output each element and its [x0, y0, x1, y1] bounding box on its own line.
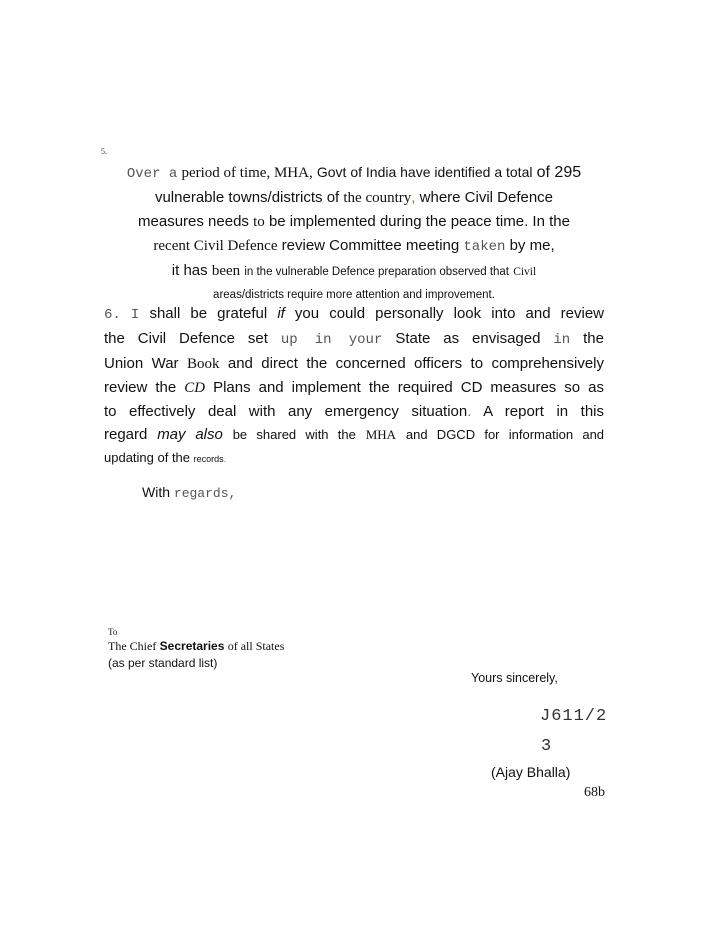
signature-code-line-1: J611/2 [540, 707, 608, 726]
para6-line-2: the Civil Defence set up in your State as envisaged in the [104, 330, 604, 348]
paragraph-5 [104, 161, 604, 307]
para5-line-2: vulnerable towns/districts of the country, where Civil Defence [154, 189, 554, 206]
para6-line-4: review the CD Plans and implement the required CD measures so as [104, 379, 604, 396]
para6-line-3: Union War Book and direct the concerned officers to comprehensively [104, 355, 604, 372]
para5-line-1: Over a period of time, MHA, Govt of India have identified a total of 295 [126, 164, 582, 182]
recipient-line-1: The Chief Secretaries of all States [108, 639, 285, 653]
paragraph-number-5: 5. [101, 147, 107, 156]
para6-line-1: 6. I shall be grateful if you could personally look into and review [104, 305, 605, 323]
paragraph-6 [104, 302, 604, 471]
signature-code-line-2: 3 [541, 737, 552, 756]
paragraph-number-6: 6. [104, 307, 121, 323]
signer-name: (Ajay Bhalla) [491, 764, 571, 780]
para5-line-6: areas/districts require more attention and improvement. [213, 289, 495, 301]
closing-regards: With regards, [142, 484, 237, 501]
para6-line-7: updating of the records. [104, 450, 227, 465]
to-label: To [108, 627, 118, 637]
para6-line-5: to effectively deal with any emergency situation. A report in this [104, 403, 604, 420]
recipient-block [108, 626, 284, 672]
reference-code: 68b [584, 785, 605, 800]
recipient-line-2: (as per standard list) [108, 656, 218, 670]
para5-line-4: recent Civil Defence review Committee meeting taken by me, [153, 237, 555, 255]
yours-sincerely: Yours sincerely, [471, 671, 558, 685]
para5-line-5: it has been in the vulnerable Defence preparation observed that Civil [171, 262, 537, 279]
para6-line-6: regard may also be shared with the MHA and DGCD for information and [104, 426, 605, 443]
para5-line-3: measures needs to be implemented during the peace time. In the [138, 213, 570, 230]
